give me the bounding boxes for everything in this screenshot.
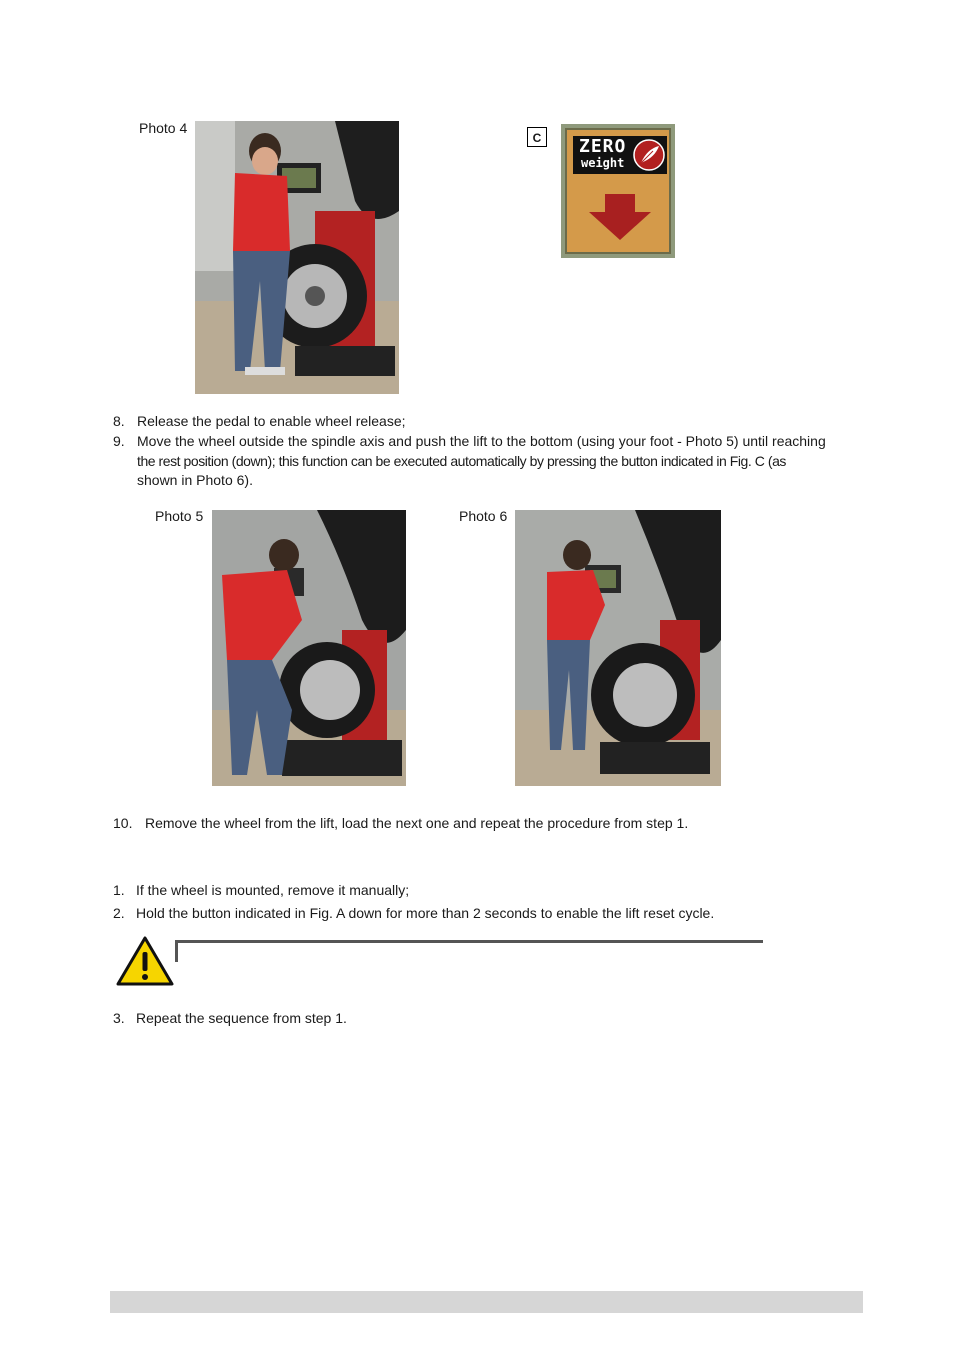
step-number: 10. — [113, 815, 133, 831]
step-number: 3. — [113, 1010, 125, 1026]
step-number: 2. — [113, 905, 125, 921]
step-text: shown in Photo 6). — [137, 472, 253, 488]
photo-4 — [195, 121, 399, 394]
step-text: the rest position (down); this function can be executed automatically by pressing the button indicated in Fig. C (as — [137, 453, 786, 469]
feather-icon — [633, 139, 665, 171]
step-text: Remove the wheel from the lift, load the next one and repeat the procedure from step 1. — [145, 815, 689, 831]
step-number: 9. — [113, 433, 125, 449]
photo-5-caption: Photo 5 — [155, 508, 204, 524]
weight-label: weight — [581, 156, 625, 170]
photo-5 — [212, 510, 406, 786]
step-text: Move the wheel outside the spindle axis and push the lift to the bottom (using your foot - Photo 5) until reaching — [137, 433, 826, 449]
step-text: Repeat the sequence from step 1. — [136, 1010, 347, 1026]
reset-step-2 — [113, 904, 715, 923]
down-arrow-icon — [589, 194, 651, 240]
step-number: 8. — [113, 413, 125, 429]
zero-weight-button-figure — [561, 124, 675, 258]
footer-bar — [110, 1291, 863, 1313]
step-text: If the wheel is mounted, remove it manually; — [136, 882, 410, 898]
photo-6-caption: Photo 6 — [459, 508, 508, 524]
step-text: Hold the button indicated in Fig. A down for more than 2 seconds to enable the lift reset cycle. — [136, 905, 715, 921]
photo-4-caption: Photo 4 — [139, 120, 188, 136]
reset-step-3 — [113, 1009, 347, 1028]
warning-rule — [175, 940, 763, 943]
photo-6 — [515, 510, 721, 786]
zero-label: ZERO — [579, 136, 627, 157]
step-10 — [113, 814, 689, 833]
warning-icon — [115, 935, 175, 987]
step-number: 1. — [113, 882, 125, 898]
step-9 — [113, 432, 826, 488]
reset-step-1 — [113, 881, 410, 900]
figure-c-label: C — [527, 127, 547, 147]
step-8 — [113, 412, 406, 431]
step-text: Release the pedal to enable wheel release; — [137, 413, 406, 429]
warning-rule-edge — [175, 940, 178, 962]
